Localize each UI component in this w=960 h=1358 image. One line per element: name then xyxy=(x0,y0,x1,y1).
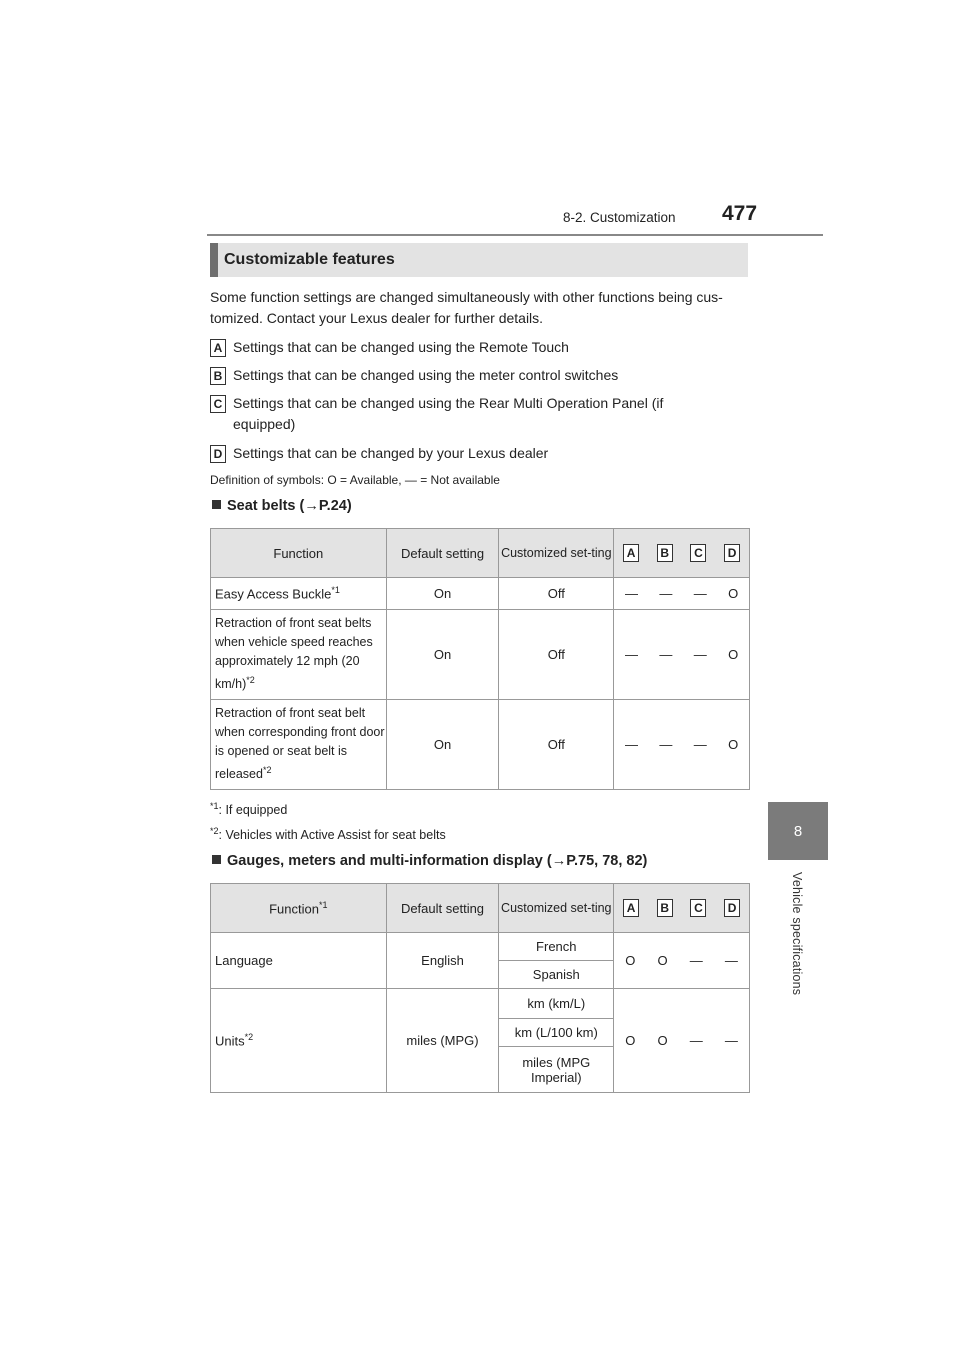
gauges-heading xyxy=(212,853,647,869)
table-row xyxy=(211,989,750,1019)
mark-c: — xyxy=(693,586,707,601)
mark-d: — xyxy=(724,1033,738,1048)
option-cell: miles (MPG Imperial) xyxy=(499,1047,614,1093)
function-cell: Language xyxy=(211,933,387,989)
marks-cell xyxy=(614,578,750,610)
header-section-title: 8-2. Customization xyxy=(563,210,676,225)
mark-d: O xyxy=(728,647,739,662)
header-letters xyxy=(614,884,750,933)
option-cell: km (km/L) xyxy=(499,989,614,1019)
function-cell: Easy Access Buckle$^{*1}$ xyxy=(211,578,387,610)
letter-a-badge: A xyxy=(210,339,226,357)
symbol-definition: Definition of symbols: O = Available, — = Not available xyxy=(210,473,500,487)
legend-text-continued: equipped) xyxy=(233,416,296,432)
function-cell: Retraction of front seat belts when vehicle speed reaches approximately 12 mph (20 km/h)$^{*2}$ xyxy=(211,610,387,700)
option-cell: French xyxy=(499,933,614,961)
mark-a: — xyxy=(624,647,638,662)
header-function: Function xyxy=(211,529,387,578)
mark-c: — xyxy=(693,737,707,752)
square-bullet-icon xyxy=(212,855,221,864)
header-letters xyxy=(614,529,750,578)
custom-cell: Off xyxy=(499,610,614,700)
section-title: Customizable features xyxy=(210,243,748,277)
mark-c: — xyxy=(689,953,703,968)
legend-item-d xyxy=(210,443,548,464)
legend-text: Settings that can be changed using the meter control switches xyxy=(233,367,619,383)
col-b-badge: B xyxy=(657,544,673,562)
table-row xyxy=(211,610,750,700)
mark-a: — xyxy=(624,586,638,601)
legend-item-c xyxy=(210,393,663,414)
mark-a: — xyxy=(624,737,638,752)
mark-b: — xyxy=(659,737,673,752)
header-function: Function$^{*1}$ xyxy=(211,884,387,933)
header-rule xyxy=(207,234,823,236)
mark-d: O xyxy=(728,737,739,752)
function-cell: Retraction of front seat belt when corresponding front door is opened or seat belt is released$^{*2}$ xyxy=(211,700,387,790)
marks-cell xyxy=(614,933,750,989)
seatbelts-heading-text: Seat belts (→P.24) xyxy=(227,498,352,514)
header-customized: Customized set-ting xyxy=(499,884,614,933)
table-row xyxy=(211,700,750,790)
col-d-badge: D xyxy=(724,899,740,917)
letter-b-badge: B xyxy=(210,367,226,385)
custom-cell: Off xyxy=(499,700,614,790)
col-c-badge: C xyxy=(690,899,706,917)
mark-b: O xyxy=(657,953,668,968)
seatbelts-table xyxy=(210,528,750,790)
footnote: $^{*1}$: If equipped xyxy=(210,801,288,818)
custom-cell: Off xyxy=(499,578,614,610)
default-cell: On xyxy=(386,610,499,700)
seatbelts-heading xyxy=(212,498,352,514)
mark-a: O xyxy=(625,1033,636,1048)
marks-cell xyxy=(614,989,750,1093)
header-default: Default setting xyxy=(386,529,499,578)
table-header-row xyxy=(211,529,750,578)
gauges-table xyxy=(210,883,750,1093)
function-cell: Units$^{*2}$ xyxy=(211,989,387,1093)
marks-cell xyxy=(614,700,750,790)
footnote: $^{*2}$: Vehicles with Active Assist for seat belts xyxy=(210,826,446,843)
table-header-row xyxy=(211,884,750,933)
col-b-badge: B xyxy=(657,899,673,917)
col-c-badge: C xyxy=(690,544,706,562)
mark-b: — xyxy=(659,586,673,601)
default-cell: miles (MPG) xyxy=(386,989,499,1093)
legend-text: Settings that can be changed using the Remote Touch xyxy=(233,339,569,355)
mark-c: — xyxy=(689,1033,703,1048)
header-customized: Customized set-ting xyxy=(499,529,614,578)
intro-paragraph: Some function settings are changed simultaneously with other functions being cus-tomized. Contact your Lexus dealer for further details. xyxy=(210,289,723,326)
mark-b: — xyxy=(659,647,673,662)
letter-d-badge: D xyxy=(210,445,226,463)
table-row xyxy=(211,933,750,961)
square-bullet-icon xyxy=(212,500,221,509)
mark-b: O xyxy=(657,1033,668,1048)
col-a-badge: A xyxy=(623,899,639,917)
chapter-tab: 8 xyxy=(768,802,828,860)
mark-c: — xyxy=(693,647,707,662)
header-default: Default setting xyxy=(386,884,499,933)
gauges-heading-text: Gauges, meters and multi-information display (→P.75, 78, 82) xyxy=(227,853,648,869)
page-number: 477 xyxy=(722,202,758,225)
default-cell: On xyxy=(386,578,499,610)
col-a-badge: A xyxy=(623,544,639,562)
mark-a: O xyxy=(625,953,636,968)
option-cell: km (L/100 km) xyxy=(499,1019,614,1047)
option-cell: Spanish xyxy=(499,961,614,989)
table-row xyxy=(211,578,750,610)
default-cell: English xyxy=(386,933,499,989)
letter-c-badge: C xyxy=(210,395,226,413)
mark-d: — xyxy=(724,953,738,968)
legend-item-a xyxy=(210,337,569,358)
marks-cell xyxy=(614,610,750,700)
default-cell: On xyxy=(386,700,499,790)
col-d-badge: D xyxy=(724,544,740,562)
legend-text: Settings that can be changed by your Lexus dealer xyxy=(233,445,549,461)
legend-text: Settings that can be changed using the Rear Multi Operation Panel (if xyxy=(233,395,664,411)
chapter-label: Vehicle specifications xyxy=(790,872,804,996)
mark-d: O xyxy=(728,586,739,601)
legend-item-b xyxy=(210,365,618,386)
